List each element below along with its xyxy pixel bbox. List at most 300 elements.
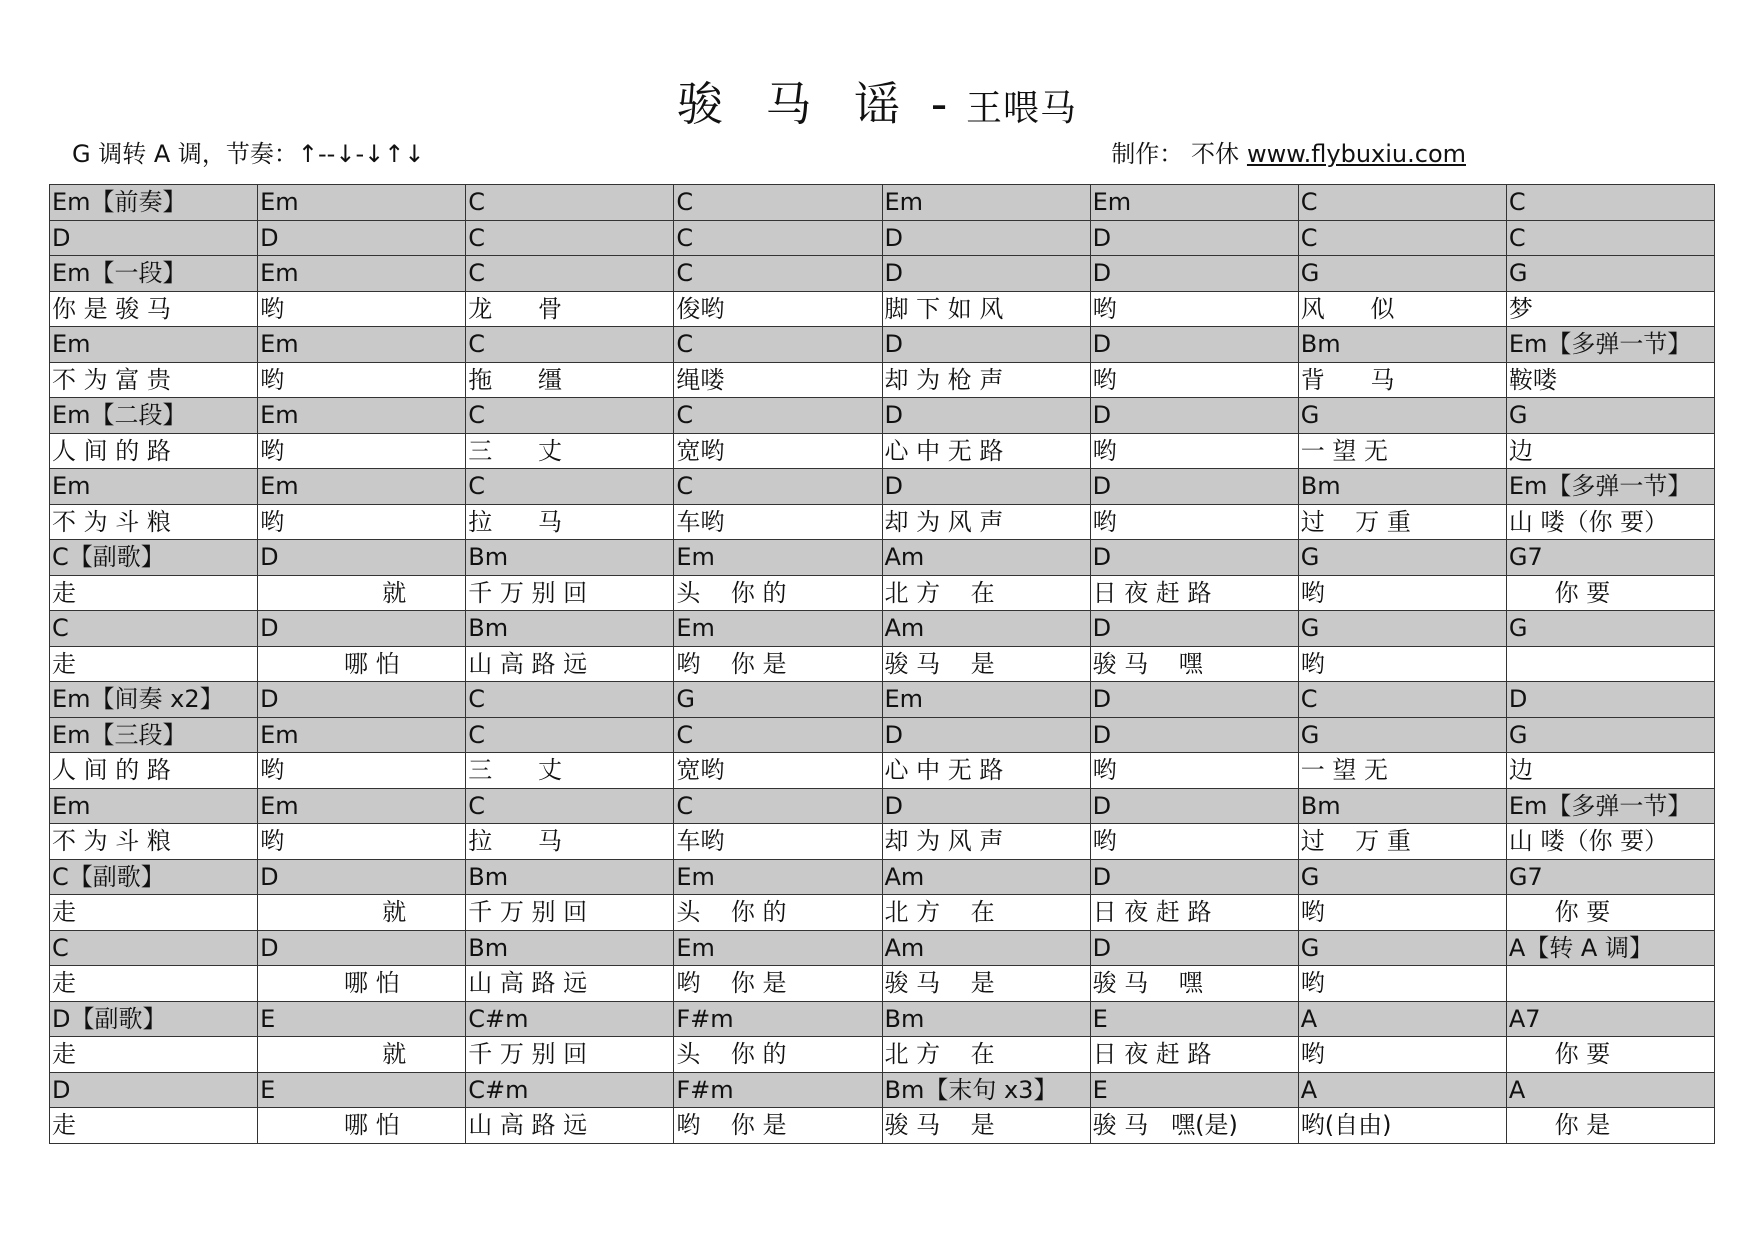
chord-text: Em【多弹一节】	[1508, 791, 1692, 820]
lyric-text: 就	[260, 578, 407, 607]
chord-cell	[1090, 1072, 1298, 1108]
lyric-text: 你 是 骏 马	[52, 294, 171, 323]
chord-cell	[882, 398, 1090, 434]
lyric-text: 骏 马 嘿(是)	[1092, 1111, 1238, 1140]
chord-cell	[1090, 256, 1298, 292]
lyric-text: 哟	[1092, 507, 1117, 536]
chord-cell	[258, 327, 466, 363]
chord-cell	[674, 1001, 882, 1037]
lyric-cell	[1298, 1037, 1506, 1073]
chord-cell	[466, 220, 674, 256]
lyric-text: 哟 你 是	[676, 1111, 787, 1140]
chord-text: D	[1092, 933, 1112, 962]
chord-cell	[50, 469, 258, 505]
chord-cell	[258, 185, 466, 221]
lyric-cell	[258, 753, 466, 789]
chord-text: D	[1092, 543, 1112, 572]
chord-cell	[674, 682, 882, 718]
chord-cell	[1298, 185, 1506, 221]
chord-cell	[882, 220, 1090, 256]
chord-cell	[1506, 788, 1714, 824]
lyric-cell	[50, 1037, 258, 1073]
chord-text: Em	[52, 330, 91, 359]
lyric-cell	[1298, 575, 1506, 611]
lyric-text: 梦	[1508, 294, 1533, 323]
lyric-cell	[1506, 433, 1714, 469]
lyric-text: 三 丈	[468, 756, 563, 785]
lyric-cell	[1506, 291, 1714, 327]
chord-text: F#m	[676, 1004, 734, 1033]
chord-cell	[258, 540, 466, 576]
lyric-text: 哟	[260, 827, 285, 856]
lyric-cell	[466, 1037, 674, 1073]
lyric-cell	[258, 966, 466, 1002]
lyric-text: 却 为 枪 声	[884, 365, 1004, 394]
lyric-text: 你 要	[1508, 898, 1611, 927]
chord-cell	[258, 220, 466, 256]
lyric-cell	[466, 824, 674, 860]
chord-text: Bm	[1300, 330, 1341, 359]
chord-cell	[258, 469, 466, 505]
chord-cell	[674, 327, 882, 363]
chord-text: D	[884, 401, 903, 430]
chord-text: D	[260, 543, 279, 572]
chord-text: A【转 A 调】	[1508, 933, 1653, 962]
lyric-cell	[882, 1108, 1090, 1144]
chord-text: Bm【末句 x3】	[884, 1075, 1058, 1104]
lyric-text: 哟(自由)	[1300, 1111, 1392, 1140]
lyric-text: 骏 马 嘿	[1092, 649, 1203, 678]
chord-text: D	[884, 259, 903, 288]
lyric-cell	[674, 895, 882, 931]
lyric-text: 哟	[260, 756, 285, 785]
lyric-text: 心 中 无 路	[884, 436, 1004, 465]
lyric-text: 走	[52, 649, 76, 678]
chord-text: G	[1300, 543, 1320, 572]
lyric-row	[50, 646, 1715, 682]
chord-text: C	[468, 720, 486, 749]
chord-cell	[1090, 540, 1298, 576]
lyric-cell	[1506, 1108, 1714, 1144]
chord-text: Em【三段】	[52, 720, 187, 749]
chord-text: F#m	[676, 1075, 734, 1104]
lyric-cell	[466, 646, 674, 682]
chord-text: C	[676, 720, 694, 749]
lyric-text: 走	[52, 1040, 76, 1069]
chord-cell	[466, 540, 674, 576]
lyric-cell	[1090, 1037, 1298, 1073]
website-link[interactable]: www.flybuxiu.com	[1246, 140, 1466, 168]
lyric-row	[50, 966, 1715, 1002]
chord-text: C	[468, 472, 486, 501]
chord-text: Em	[52, 472, 91, 501]
chord-text: D	[1092, 862, 1112, 891]
lyric-cell	[466, 753, 674, 789]
lyric-cell	[1298, 966, 1506, 1002]
lyric-text: 哟	[260, 507, 285, 536]
lyric-text: 千 万 别 回	[468, 1040, 588, 1069]
lyric-text: 背 马	[1300, 365, 1395, 394]
chord-row	[50, 256, 1715, 292]
chord-text: Em	[884, 685, 924, 714]
chord-cell	[1298, 256, 1506, 292]
lyric-cell	[258, 895, 466, 931]
chord-row	[50, 469, 1715, 505]
lyric-cell	[1090, 291, 1298, 327]
chord-text: Em	[1092, 188, 1132, 217]
lyric-text: 人 间 的 路	[52, 756, 171, 785]
chord-sheet-body	[50, 185, 1715, 1144]
chord-text: C	[676, 188, 694, 217]
lyric-cell	[1090, 362, 1298, 398]
lyric-text: 一 望 无	[1300, 436, 1389, 465]
chord-cell	[882, 1072, 1090, 1108]
lyric-text: 山 高 路 远	[468, 649, 588, 678]
chord-row	[50, 1001, 1715, 1037]
chord-text: C	[676, 401, 694, 430]
chord-text: D	[884, 223, 903, 252]
lyric-cell	[1298, 504, 1506, 540]
lyric-text: 却 为 风 声	[884, 507, 1004, 536]
lyric-cell	[50, 753, 258, 789]
lyric-cell	[882, 753, 1090, 789]
lyric-cell	[1090, 646, 1298, 682]
chord-text: A	[1300, 1075, 1318, 1104]
lyric-cell	[1090, 895, 1298, 931]
title-separator: -	[914, 77, 967, 131]
lyric-row	[50, 291, 1715, 327]
lyric-cell	[258, 1108, 466, 1144]
chord-cell	[466, 788, 674, 824]
chord-cell	[1298, 611, 1506, 647]
lyric-text: 骏 马 嘿	[1092, 969, 1203, 998]
chord-text: G	[1508, 259, 1528, 288]
chord-cell	[1090, 220, 1298, 256]
chord-text: Em	[260, 401, 299, 430]
lyric-cell	[1506, 824, 1714, 860]
lyric-cell	[1506, 504, 1714, 540]
lyric-row	[50, 575, 1715, 611]
chord-text: D	[52, 1075, 71, 1104]
lyric-cell	[50, 575, 258, 611]
lyric-cell	[674, 824, 882, 860]
chord-row	[50, 788, 1715, 824]
lyric-text: 哟	[1092, 294, 1117, 323]
lyric-text: 心 中 无 路	[884, 756, 1004, 785]
lyric-cell	[1298, 824, 1506, 860]
lyric-text: 风 似	[1300, 294, 1395, 323]
page-title	[0, 68, 1754, 134]
chord-text: Em【二段】	[52, 401, 187, 430]
lyric-cell	[1506, 646, 1714, 682]
chord-text: C	[1300, 685, 1318, 714]
chord-text: Em	[260, 259, 299, 288]
lyric-text: 俊哟	[676, 294, 725, 323]
lyric-text: 千 万 别 回	[468, 898, 588, 927]
lyric-cell	[50, 433, 258, 469]
chord-cell	[1298, 469, 1506, 505]
lyric-cell	[466, 504, 674, 540]
chord-text: C	[468, 188, 486, 217]
lyric-cell	[674, 966, 882, 1002]
chord-text: C	[468, 685, 486, 714]
lyric-text: 哟	[1300, 649, 1325, 678]
chord-text: G	[1508, 614, 1528, 643]
lyric-text: 哟 你 是	[676, 649, 787, 678]
chord-text: Em	[260, 472, 299, 501]
chord-cell	[50, 1072, 258, 1108]
chord-text: Em	[676, 543, 715, 572]
lyric-text: 过 万 重	[1300, 827, 1411, 856]
chord-text: Bm	[468, 933, 509, 962]
chord-text: D	[1092, 259, 1112, 288]
chord-text: D	[1092, 791, 1112, 820]
chord-cell	[466, 930, 674, 966]
lyric-text: 哪 怕	[260, 1111, 400, 1140]
chord-text: Em	[260, 330, 299, 359]
lyric-text: 日 夜 赶 路	[1092, 578, 1212, 607]
lyric-text: 不 为 斗 粮	[52, 827, 171, 856]
chord-row	[50, 540, 1715, 576]
lyric-text: 三 丈	[468, 436, 563, 465]
chord-cell	[1506, 256, 1714, 292]
lyric-row	[50, 504, 1715, 540]
chord-cell	[50, 682, 258, 718]
chord-cell	[882, 930, 1090, 966]
lyric-cell	[258, 433, 466, 469]
lyric-cell	[1090, 504, 1298, 540]
chord-text: D	[884, 791, 903, 820]
lyric-cell	[50, 362, 258, 398]
chord-cell	[50, 930, 258, 966]
chord-cell	[258, 682, 466, 718]
chord-cell	[1506, 859, 1714, 895]
lyric-cell	[1506, 895, 1714, 931]
chord-text: D	[884, 472, 903, 501]
chord-cell	[674, 859, 882, 895]
chord-text: Em	[260, 791, 299, 820]
chord-cell	[674, 185, 882, 221]
chord-text: G	[1300, 614, 1320, 643]
lyric-text: 头 你 的	[676, 898, 787, 927]
lyric-text: 山 喽（你 要）	[1508, 827, 1669, 856]
lyric-text: 你 要	[1508, 1040, 1611, 1069]
lyric-cell	[258, 575, 466, 611]
chord-cell	[258, 1072, 466, 1108]
lyric-cell	[258, 646, 466, 682]
chord-text: C	[676, 791, 694, 820]
chord-text: C	[468, 259, 486, 288]
chord-row	[50, 220, 1715, 256]
lyric-text: 宽哟	[676, 756, 725, 785]
lyric-text: 你 是	[1508, 1111, 1611, 1140]
chord-row	[50, 398, 1715, 434]
chord-cell	[50, 859, 258, 895]
lyric-cell	[674, 1037, 882, 1073]
chord-text: D	[1092, 685, 1112, 714]
chord-cell	[50, 717, 258, 753]
chord-cell	[882, 256, 1090, 292]
credit-label: 制作： 不休	[1111, 140, 1239, 168]
lyric-text: 就	[260, 1040, 407, 1069]
chord-cell	[1298, 717, 1506, 753]
chord-text: E	[1092, 1004, 1108, 1033]
chord-cell	[882, 327, 1090, 363]
lyric-cell	[50, 824, 258, 860]
chord-cell	[1506, 1072, 1714, 1108]
lyric-text: 宽哟	[676, 436, 725, 465]
chord-text: G	[1300, 259, 1320, 288]
chord-row	[50, 717, 1715, 753]
chord-cell	[882, 1001, 1090, 1037]
lyric-cell	[258, 504, 466, 540]
chord-text: Em	[52, 791, 91, 820]
lyric-text: 哟	[1092, 365, 1117, 394]
chord-cell	[50, 398, 258, 434]
lyric-text: 龙 骨	[468, 294, 563, 323]
lyric-cell	[1298, 1108, 1506, 1144]
chord-text: Bm	[468, 862, 509, 891]
chord-cell	[466, 256, 674, 292]
chord-text: C#m	[468, 1075, 529, 1104]
lyric-text: 哪 怕	[260, 969, 400, 998]
chord-text: Em【间奏 x2】	[52, 685, 224, 714]
lyric-cell	[466, 895, 674, 931]
lyric-text: 拉 马	[468, 827, 563, 856]
chord-text: C	[676, 472, 694, 501]
chord-text: E	[260, 1075, 276, 1104]
lyric-cell	[674, 504, 882, 540]
chord-cell	[674, 256, 882, 292]
chord-cell	[50, 327, 258, 363]
chord-cell	[882, 717, 1090, 753]
chord-text: D【副歌】	[52, 1004, 167, 1033]
lyric-text: 却 为 风 声	[884, 827, 1004, 856]
lyric-row	[50, 1108, 1715, 1144]
lyric-text: 千 万 别 回	[468, 578, 588, 607]
chord-text: C	[676, 330, 694, 359]
chord-text: Am	[884, 543, 925, 572]
lyric-cell	[882, 433, 1090, 469]
chord-text: D	[884, 720, 903, 749]
chord-text: C#m	[468, 1004, 529, 1033]
chord-cell	[1506, 540, 1714, 576]
lyric-row	[50, 824, 1715, 860]
chord-text: C	[468, 401, 486, 430]
lyric-row	[50, 433, 1715, 469]
chord-text: D	[260, 223, 279, 252]
lyric-cell	[50, 895, 258, 931]
chord-cell	[882, 788, 1090, 824]
lyric-text: 山 高 路 远	[468, 969, 588, 998]
chord-text: G	[1508, 401, 1528, 430]
chord-text: Em	[260, 720, 299, 749]
chord-cell	[1298, 682, 1506, 718]
chord-cell	[1298, 1001, 1506, 1037]
chord-text: C	[468, 791, 486, 820]
lyric-text: 边	[1508, 756, 1533, 785]
chord-cell	[882, 611, 1090, 647]
chord-cell	[882, 185, 1090, 221]
lyric-text: 走	[52, 969, 76, 998]
chord-cell	[1506, 327, 1714, 363]
lyric-text: 鞍喽	[1508, 365, 1557, 394]
chord-row	[50, 327, 1715, 363]
chord-cell	[1506, 220, 1714, 256]
lyric-cell	[466, 362, 674, 398]
chord-text: C	[52, 933, 69, 962]
chord-text: Bm	[884, 1004, 925, 1033]
chord-cell	[258, 717, 466, 753]
lyric-text: 一 望 无	[1300, 756, 1389, 785]
lyric-text: 就	[260, 898, 407, 927]
chord-text: Em【一段】	[52, 259, 187, 288]
lyric-row	[50, 895, 1715, 931]
chord-cell	[50, 220, 258, 256]
chord-cell	[1090, 611, 1298, 647]
lyric-text: 车哟	[676, 827, 725, 856]
chord-text: G	[1300, 862, 1320, 891]
chord-row	[50, 859, 1715, 895]
chord-row	[50, 930, 1715, 966]
chord-text: Em	[884, 188, 924, 217]
chord-text: G7	[1508, 862, 1543, 891]
chord-text: C	[676, 259, 694, 288]
chord-text: Am	[884, 614, 925, 643]
chord-cell	[1298, 1072, 1506, 1108]
chord-text: C	[1300, 223, 1318, 252]
chord-text: A	[1300, 1004, 1318, 1033]
chord-cell	[882, 469, 1090, 505]
chord-cell	[1090, 185, 1298, 221]
chord-cell	[50, 185, 258, 221]
lyric-text: 头 你 的	[676, 1040, 787, 1069]
chord-text: Bm	[1300, 472, 1341, 501]
lyric-text: 哟	[1300, 969, 1325, 998]
chord-cell	[466, 398, 674, 434]
lyric-cell	[674, 433, 882, 469]
lyric-text: 北 方 在	[884, 1040, 995, 1069]
lyric-text: 走	[52, 898, 76, 927]
lyric-cell	[882, 966, 1090, 1002]
lyric-cell	[1506, 362, 1714, 398]
lyric-text: 哟	[260, 436, 285, 465]
chord-text: G	[676, 685, 695, 714]
chord-cell	[1506, 682, 1714, 718]
lyric-text: 哟 你 是	[676, 969, 787, 998]
chord-text: Em【多弹一节】	[1508, 330, 1692, 359]
chord-cell	[258, 398, 466, 434]
lyric-text: 日 夜 赶 路	[1092, 898, 1212, 927]
chord-cell	[674, 398, 882, 434]
lyric-text: 走	[52, 578, 76, 607]
chord-cell	[466, 859, 674, 895]
chord-text: D	[260, 862, 279, 891]
lyric-cell	[466, 1108, 674, 1144]
chord-text: D	[1092, 720, 1112, 749]
chord-cell	[674, 930, 882, 966]
chord-text: C	[676, 223, 694, 252]
lyric-cell	[466, 291, 674, 327]
lyric-cell	[258, 1037, 466, 1073]
chord-text: C	[1508, 188, 1526, 217]
chord-cell	[1298, 788, 1506, 824]
lyric-text: 哟	[1092, 436, 1117, 465]
chord-cell	[674, 788, 882, 824]
lyric-cell	[1506, 966, 1714, 1002]
chord-text: C【副歌】	[52, 543, 165, 572]
chord-cell	[258, 788, 466, 824]
